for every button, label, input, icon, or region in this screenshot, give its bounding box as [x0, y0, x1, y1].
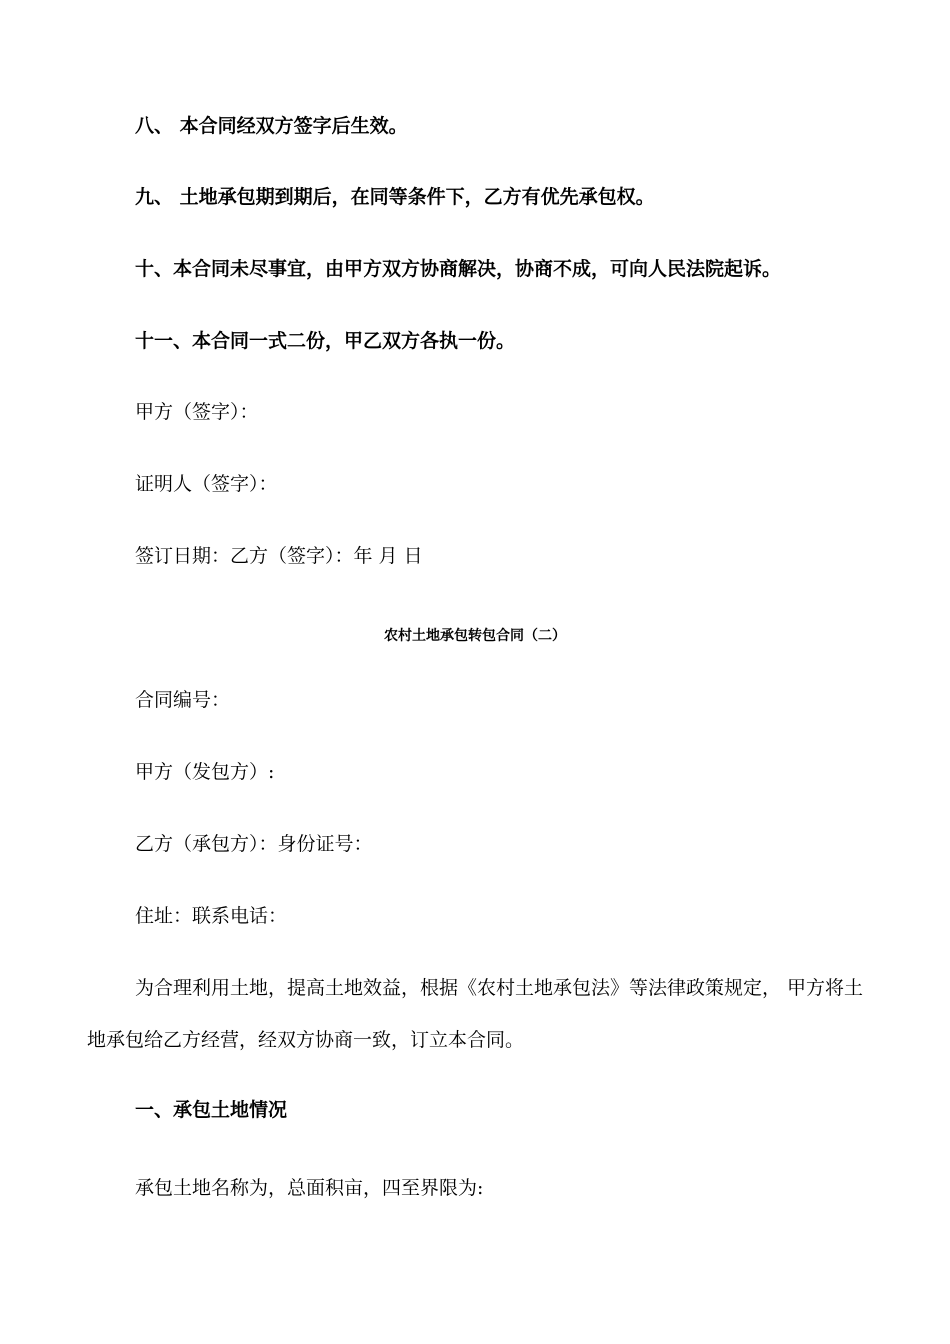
section-1-text: 承包土地名称为，总面积亩，四至界限为: — [135, 1177, 484, 1199]
preamble-paragraph: 为合理利用土地，提高土地效益，根据《农村土地承包法》等法律政策规定， 甲方将土地承包给乙方经营，经双方协商一致，订立本合同。 — [87, 977, 864, 1051]
section-1-heading: 一、承包土地情况 — [135, 1099, 288, 1121]
clause-10: 十、本合同未尽事宜，由甲方双方协商解决，协商不成，可向人民法院起诉。 — [135, 258, 782, 280]
contract-title: 农村土地承包转包合同（二） — [384, 628, 566, 644]
party-a-signature: 甲方（签字）： — [135, 401, 259, 423]
contract-number: 合同编号： — [135, 689, 231, 711]
party-b-contractee: 乙方（承包方）：身份证号： — [135, 833, 373, 855]
clause-8: 八、 本合同经双方签字后生效。 — [135, 115, 408, 137]
witness-signature: 证明人（签字）： — [135, 473, 278, 495]
clause-11: 十一、本合同一式二份，甲乙双方各执一份。 — [135, 330, 516, 352]
signing-date-party-b: 签订日期：乙方（签字）：年 月 日 — [135, 545, 423, 567]
address-phone: 住址：联系电话： — [135, 905, 288, 927]
party-a-contractor: 甲方（发包方）: — [135, 761, 275, 783]
clause-9: 九、 土地承包期到期后，在同等条件下，乙方有优先承包权。 — [135, 186, 655, 208]
